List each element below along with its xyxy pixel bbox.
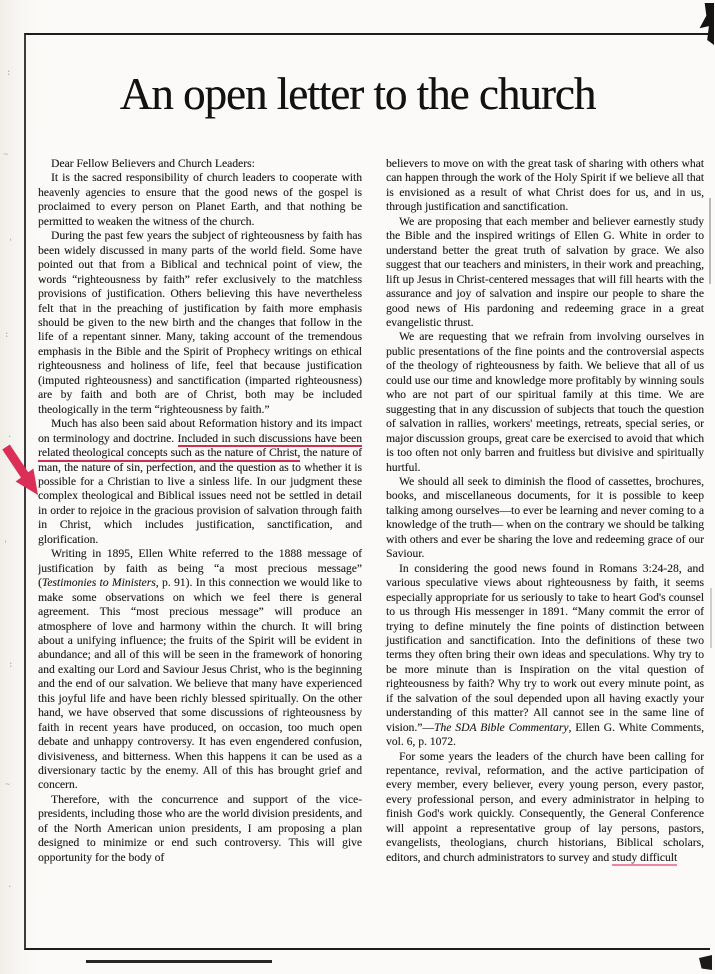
book-title-italic: Testimonies to Ministers [41, 576, 156, 590]
letter-body [38, 157, 704, 951]
paragraph-text: Writing in 1895, Ellen White referred to the 1888 message of justification by faith as being “a most precious message” ( [38, 547, 362, 590]
paragraph-text: For some years the leaders of the church have been calling for repentance, revival, reformation, and the active participation of every member, every believer, every young person, every pastor, every professional person, and every administrator in helping to finish God's work quickly. Consequently, the General Conference will appoint a representative group of lay persons, pastors, evangelists, theologians, church historians, Biblical scholars, editors, and church administrators to survey and [386, 749, 704, 864]
paragraph-text: We are proposing that each member and believer earnestly study the Bible and the inspired writings of Ellen G. White in order to understand better the great truth of salvation by grace. We also suggest that our teachers and ministers, in their work and preaching, lift up Jesus in Christ-centered messages that will fill hearts with the assurance and joy of salvation and inspire our people to share the good news of His pardoning and redeeming grace in a great evangelistic thrust. [386, 214, 704, 329]
paragraph [386, 157, 704, 215]
paragraph-text: believers to move on with the great task of sharing with others what can happen through the work of the Holy Spirit if we believe all that is envisioned as a result of what Christ does for us, and in us, through justification and sanctification. [386, 157, 704, 214]
scanned-letter-page: : ~ ' : . ' : ~ . An open letter to the church Dear Fellow Believers and Church Leaders: It is the sacred responsibility of church leaders to cooperate with heavenly agencies to ensure that the good news of the gospel is proclaimed to every person on Planet Earth, and that nothing be permitted to weaken the witness of the church. During the past few years the subject of righteousness by faith has been widely discussed in many parts of the world field. Some have pointed out that from a Biblical and technical point of view, the words “righteousness by faith” refer exclusively to the matchless provisions of justification. Others believing this have nevertheless felt that in the preaching of justification by faith more emphasis should be given to the new birth and the changes that follow in the life of a repentant sinner. Many, taking account of the tremendous emphasis in the Bible and the Spirit of Prophecy writings on ethical righteousness and holiness of life, feel that because justification (imputed righteousness) and sanctification (imparted righteousness) are by faith and both are of Christ, both may be included theologically in the term “righteousness by faith.” Much has also been said about Reformation history and its impact on terminology and doctrine. Included in such discussions have been related theological concepts such as the nature of Christ, the nature of man, the nature of sin, perfection, and the question as to whether it is possible for a Christian to live a sinless life. In our judgment these complex theological and Biblical issues need not be settled in detail in order to rejoice in the gracious provision of salvation through faith in Christ, which includes justification, sanctification, and glorification. Writing in 1895, Ellen White referred to the 1888 message of justification by faith as being “a most precious message” (Testimonies to Ministers, p. 91). In this connection we would like to make some observations on which we feel there is general agreement. This “most precious message” will produce an atmosphere of love and harmony within the church. It will bring about a unifying influence; the fruits of the Spirit will be evident in abundance; and all of this will be seen in the framework of honoring and exalting our Lord and Saviour Jesus Christ, who is the beginning and the end of our salvation. We believe that many have experienced this joyful life and have been richly blessed spiritually. On the other hand, we have observed that some discussions of righteousness by faith in recent years have produced, on occasion, too much open debate and unhappy controversy. It has even engendered confusion, divisiveness, and bitterness. When this happens it can be used as a diversionary tactic by the enemy. All of this has brought grief and concern. Therefore, with the concurrence and support of the vice-presidents, including those who are the world division presidents, and of the North American union presidents, I am proposing a plan designed to minimize or end such controversy. This will give opportunity for the body of believers to move on with the great task of sharing with others what can happen through the work of the Holy Spirit if we believe all that is envisioned as a result of what Christ does for us, and in us, through justification and sanctification. We are proposing that each member and believer earnestly study the Bible and the inspired writings of Ellen G. White in order to understand better the great truth of salvation by grace. We also suggest that our teachers and ministers, in their work and preaching, lift up Jesus in Christ-centered messages that will fill hearts with the assurance and joy of salvation and inspire our people to share the good news of His pardoning and redeeming grace in a great evangelistic thrust. We are requesting that we refrain from involving ourselves in public presentations of the fine points and the controversial aspects of the theology of righteousness by faith. We believe that all of us could use our time and knowledge more profitably by winning souls who are not part of our spiritual family at this time. We are suggesting that in any discussion of subjects that touch the question of salvation in rallies, workers' meetings, retreats, special series, or major discussion groups, great care be exercised to avoid that which is too often not only barren and fruitless but divisive and spiritually hurtful. We should all seek to diminish the flood of cassettes, brochures, books, and miscellaneous documents, for it is possible to keep talking among ourselves—to ever be learning and never coming to a knowledge of the truth— when on the contrary we should be talking with others and ever be sharing the love and redeeming grace of our Saviour. In considering the good news found in Romans 3:24-28, and various speculative views about righteousness by faith, it seems especially appropriate for us seriously to take to heart God's counsel to us through His messenger in 1891. “Many commit the error of trying to define minutely the fine points of distinction between justification and sanctification. Into the definitions of these two terms they often bring their own ideas and speculations. Why try to be more minute than is Inspiration on the vital question of righteousness by faith? Why try to work out every minute point, as if the salvation of the soul depended upon all having exactly your understanding of this matter? All cannot see in the same line of vision.”—The SDA Bible Commentary, Ellen G. White Comments, vol. 6, p. 1072. For some years the leaders of the church have been calling for repentance, revival, reformation, and the active participation of every member, every believer, every young person, every pastor, every professional person, and every administrator in helping to finish God's work quickly. Consequently, the General Conference will appoint a representative group of lay persons, pastors, evangelists, theologians, church historians, Biblical scholars, editors, and church administrators to survey and study difficult [0, 0, 715, 974]
paragraph-text: It is the sacred responsibility of church leaders to cooperate with heavenly agencies to ensure that the good news of the gospel is proclaimed to every person on Planet Earth, and that nothing be permitted to weaken the witness of the church. [38, 171, 362, 228]
scan-artifact-line [86, 960, 272, 963]
paragraph-text: During the past few years the subject of righteousness by faith has been widely discussed in many parts of the world field. Some have pointed out that from a Biblical and technical point of view, the words “righteousness by faith” refer exclusively to the matchless provisions of justification. Others believing this have nevertheless felt that in the preaching of justification by faith more emphasis should be given to the new birth and the changes that follow in the life of a repentant sinner. Many, taking account of the tremendous emphasis in the Bible and the Spirit of Prophecy writings on ethical righteousness and holiness of life, feel that because justification (imputed righteousness) and sanctification (imparted righteousness) are by faith and both are of Christ, both may be included theologically in the term “righteousness by faith.” [38, 229, 362, 416]
left-column [38, 157, 362, 951]
annotation-arrow-icon [0, 443, 48, 503]
right-column [386, 157, 704, 951]
book-title-italic: The SDA Bible Commentary [433, 720, 569, 734]
paragraph [38, 229, 362, 417]
paragraph [386, 562, 704, 750]
paragraph [38, 547, 362, 793]
scan-artifact-mark [709, 198, 711, 284]
scan-smudge-bottom-right [699, 955, 712, 970]
paragraph-text: We are requesting that we refrain from involving ourselves in public presentations of the fine points and the controversial aspects of the theology of righteousness by faith. We believe that all of us could use our time and knowledge more profitably by winning souls who are not part of our spiritual family at this time. We are suggesting that in any discussion of subjects that touch the question of salvation in rallies, workers' meetings, retreats, special series, or major discussion groups, great care be exercised to avoid that which is too often not only barren and fruitless but divisive and spiritually hurtful. [386, 330, 704, 474]
paragraph-text: We should all seek to diminish the flood of cassettes, brochures, books, and miscellaneous documents, for it is possible to keep talking among ourselves—to ever be learning and never coming to a knowledge of the truth— when on the contrary we should be talking with others and ever be sharing the love and redeeming grace of our Saviour. [386, 474, 704, 561]
red-underlined-text: Included in such discussions have been related theological concepts such as the nature of Christ, [38, 432, 362, 462]
page-title: An open letter to the church [119, 69, 596, 119]
paragraph-text: , p. 91). In this connection we would like to make some observations on which we feel there is general agreement. This “most precious message” will produce an atmosphere of love and harmony within the church. It will bring about a unifying influence; the fruits of the Spirit will be evident in abundance; and all of this will be seen in the framework of honoring and exalting our Lord and Saviour Jesus Christ, who is the beginning and the end of our salvation. We believe that many have experienced this joyful life and have been richly blessed spiritually. On the other hand, we have observed that some discussions of righteousness by faith in recent years have produced, on occasion, too much open debate and unhappy controversy. It has even engendered confusion, divisiveness, and bitterness. When this happens it can be used as a diversionary tactic by the enemy. All of this has brought grief and concern. [38, 576, 362, 792]
paragraph-with-annotation [38, 417, 362, 547]
scan-artifact-mark [710, 588, 712, 648]
paragraph-text: In considering the good news found in Romans 3:24-28, and various speculative views about righteousness by faith, it seems especially appropriate for us seriously to take to heart God's counsel to us through His messenger in 1891. “Many commit the error of trying to define minutely the fine points of distinction between justification and sanctification. Into the definitions of these two terms they often bring their own ideas and speculations. Why try to be more minute than is Inspiration on the vital question of righteousness by faith? Why try to work out every minute point, as if the salvation of the soul depended upon all having exactly your understanding of this matter? All cannot see in the same line of vision.”— [386, 561, 704, 734]
paragraph [38, 171, 362, 229]
salutation: Dear Fellow Believers and Church Leaders: [51, 157, 255, 170]
paragraph-text: , Ellen G. White Comments, vol. 6, p. 1072. [386, 720, 704, 749]
paragraph-with-annotation [386, 750, 704, 866]
paragraph [386, 215, 704, 331]
paragraph [386, 475, 704, 562]
paragraph-text: Much has also been said about Reformation history and its impact on terminology and doctrine. [38, 417, 362, 445]
paragraph [386, 330, 704, 475]
paragraph-text: the nature of man, the nature of sin, perfection, and the question as to whether it is possible for a Christian to live a sinless life. In our judgment these complex theological and Biblical issues need not be settled in detail in order to rejoice in the gracious provision of salvation through faith in Christ, which includes justification, sanctification, and glorification. [38, 446, 362, 546]
paragraph-text: Therefore, with the concurrence and support of the vice-presidents, including those who are the world division presidents, and of the North American union presidents, I am proposing a plan designed to minimize or end such controversy. This will give opportunity for the body of [38, 792, 362, 864]
paragraph [38, 793, 362, 865]
pink-underlined-text: study difficult [612, 851, 677, 867]
